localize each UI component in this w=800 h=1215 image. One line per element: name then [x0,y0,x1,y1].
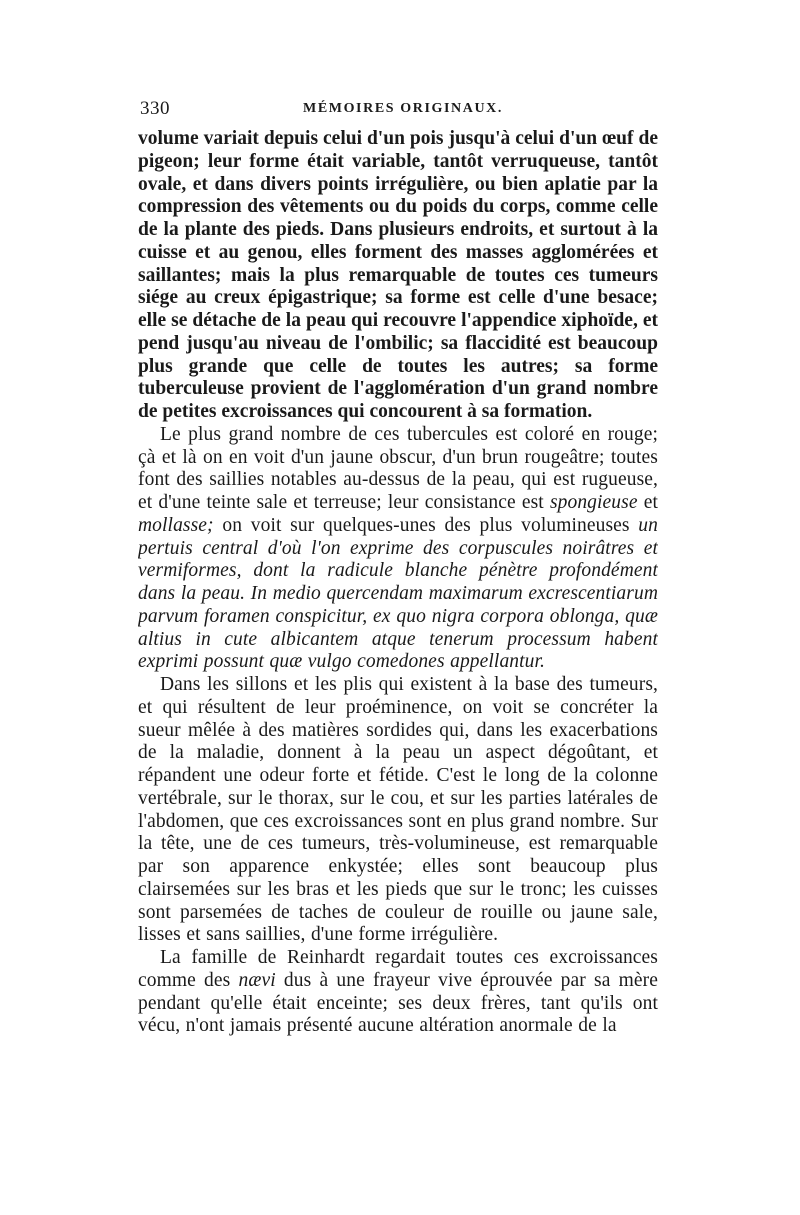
paragraph-4-end: dus à une frayeur vive éprouvée par sa mère pendant qu'elle était enceinte; ses deux frères, tant qu'ils ont vécu, n'ont jamais présenté aucune altération anormale de la [138,969,658,1037]
paragraph-4 [138,947,658,1038]
paragraph-2-mid-1: et [637,492,658,513]
paragraph-2-italic-latin: un pertuis central d'où l'on exprime des corpuscules noirâtres et vermiformes, dont la radicule blanche pénètre profondément dans la peau. In medio quercendam maximarum excrescentiarum parvum foramen conspicitur, ex quo nigra corpora oblonga, quæ altius in cute albicantem atque tenerum processum habent exprimi possunt quæ vulgo comedones appellantur. [138,514,658,673]
paragraph-2-start: Le plus grand nombre de ces tubercules est coloré en rouge; çà et là on en voit d'un jaune obscur, d'un brun rougeâtre; toutes font des saillies notables au-dessus de la peau, qui est rugueuse, et d'une teinte sale et terreuse; leur consistance est [138,423,658,513]
running-title: MÉMOIRES ORIGINAUX. [303,101,503,116]
paragraph-2-italic-mollasse: mollasse; [138,514,214,536]
paragraph-3: Dans les sillons et les plis qui existent à la base des tumeurs, et qui résultent de leur proéminence, on voit se concréter la sueur mêlée à des matières sordides qui, dans les exacerbations de la maladie, donnent à la peau un aspect dégoûtant, et répandent une odeur forte et fétide. C'est le long de la colonne vertébrale, sur le thorax, sur le cou, et sur les parties latérales de l'abdomen, que ces excroissances sont en plus grand nombre. Sur la tête, une de ces tumeurs, très-volumineuse, est remarquable par son apparence enkystée; elles sont beaucoup plus clairsemées sur les bras et les pieds que sur le tronc; les cuisses sont parsemées de taches de couleur de rouille ou jaune sale, lisses et sans saillies, d'une forme irrégulière. [138,674,658,946]
paragraph-2 [138,424,658,674]
running-head [138,98,658,124]
paragraph-4-start: La famille de Reinhardt regardait toutes ces excroissances comme des [138,947,658,991]
book-page [138,98,658,1068]
paragraph-4-italic-naevi: nævi [238,969,276,991]
paragraph-1: volume variait depuis celui d'un pois jusqu'à celui d'un œuf de pigeon; leur forme était variable, tantôt verruqueuse, tantôt ovale, et dans divers points irrégulière, ou bien aplatie par la compression des vêtements ou du poids du corps, comme celle de la plante des pieds. Dans plusieurs endroits, et surtout à la cuisse et au genou, elles forment des masses agglomérées et saillantes; mais la plus remarquable de toutes ces tumeurs siége au creux épigastrique; sa forme est celle d'une besace; elle se détache de la peau qui recouvre l'appendice xiphoïde, et pend jusqu'au niveau de l'ombilic; sa flaccidité est beaucoup plus grande que celle de toutes les autres; sa forme tuberculeuse provient de l'agglomération d'un grand nombre de petites excroissances qui concourent à sa formation. [138,128,658,422]
paragraph-2-mid-2: on voit sur quelques-unes des plus volumineuses [213,514,639,536]
page-number: 330 [140,98,170,119]
body-text [138,128,658,1068]
paragraph-2-italic-spongieuse: spongieuse [549,492,638,513]
